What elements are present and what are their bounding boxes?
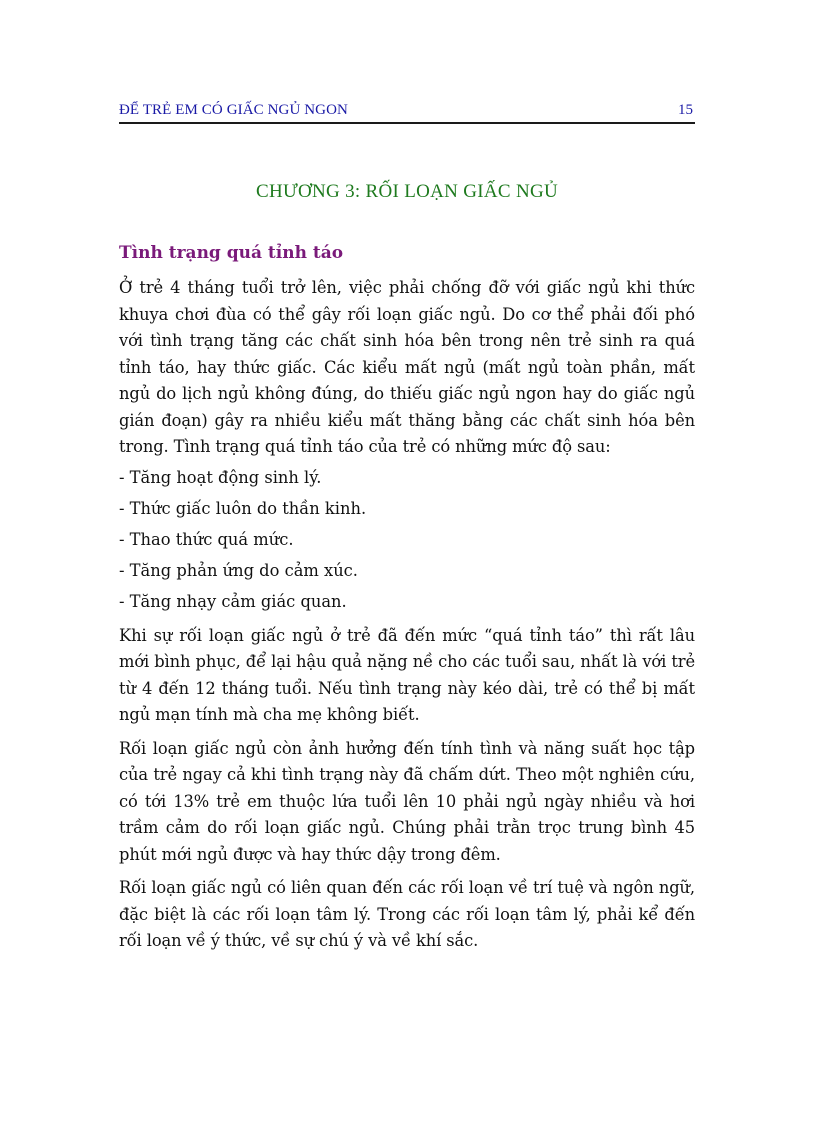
symptom-list: [119, 468, 695, 612]
intro-paragraph: Ở trẻ 4 tháng tuổi trở lên, việc phải chống đỡ với giấc ngủ khi thức khuya chơi đùa có thể gây rối loạn giấc ngủ. Do cơ thể phải đối phó với tình trạng tăng các chất sinh hóa bên trong nên trẻ sinh ra quá tỉnh táo, hay thức giấc. Các kiểu mất ngủ (mất ngủ toàn phần, mất ngủ do lịch ngủ không đúng, do thiếu giấc ngủ ngon hay do giấc ngủ gián đoạn) gây ra nhiều kiểu mất thăng bằng các chất sinh hóa bên trong. Tình trạng quá tỉnh táo của trẻ có những mức độ sau:: [119, 278, 695, 456]
list-item: - Tăng hoạt động sinh lý.: [119, 467, 322, 487]
list-item: - Tăng nhạy cảm giác quan.: [119, 591, 347, 611]
list-item: - Thức giấc luôn do thần kinh.: [119, 498, 367, 518]
list-item: - Thao thức quá mức.: [119, 529, 294, 549]
body-paragraph: Khi sự rối loạn giấc ngủ ở trẻ đã đến mức “quá tỉnh táo” thì rất lâu mới bình phục, để lại hậu quả nặng nề cho các tuổi sau, nhất là với trẻ từ 4 đến 12 tháng tuổi. Nếu tình trạng này kéo dài, trẻ có thể bị mất ngủ mạn tính mà cha mẹ không biết.: [119, 625, 695, 724]
body-paragraph: Rối loạn giấc ngủ có liên quan đến các rối loạn về trí tuệ và ngôn ngữ, đặc biệt là các rối loạn tâm lý. Trong các rối loạn tâm lý, phải kể đến rối loạn về ý thức, về sự chú ý và về khí sắc.: [119, 878, 695, 950]
running-title: ĐỂ TRẺ EM CÓ GIẤC NGỦ NGON: [119, 102, 348, 118]
list-item: - Tăng phản ứng do cảm xúc.: [119, 560, 358, 580]
section-heading: Tình trạng quá tỉnh táo: [119, 243, 344, 263]
page-body: [119, 240, 695, 962]
chapter-title: CHƯƠNG 3: RỐI LOẠN GIẤC NGỦ: [255, 181, 559, 202]
page-number: 15: [678, 102, 693, 118]
body-paragraph: Rối loạn giấc ngủ còn ảnh hưởng đến tính tình và năng suất học tập của trẻ ngay cả khi tình trạng này đã chấm dứt. Theo một nghiên cứu, có tới 13% trẻ em thuộc lứa tuổi lên 10 phải ngủ ngày nhiều và hơi trầm cảm do rối loạn giấc ngủ. Chúng phải trằn trọc trung bình 45 phút mới ngủ được và hay thức dậy trong đêm.: [119, 738, 695, 864]
running-header: [119, 102, 695, 124]
